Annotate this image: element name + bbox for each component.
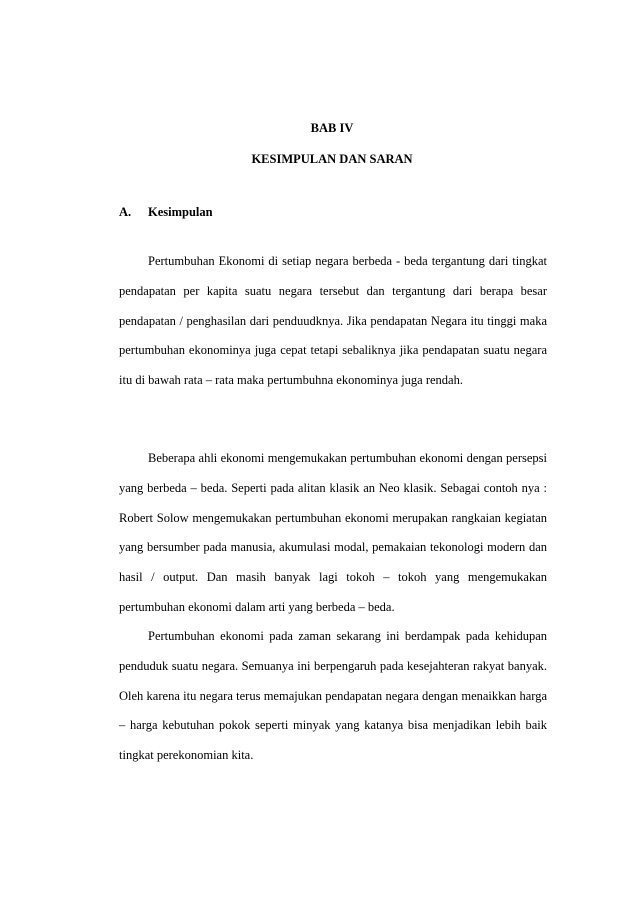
section-heading: [119, 205, 213, 220]
paragraph-2: [119, 444, 547, 623]
paragraph-3: [119, 622, 547, 771]
chapter-title: KESIMPULAN DAN SARAN: [251, 152, 413, 166]
paragraph-text: Pertumbuhan Ekonomi di setiap negara berbeda - beda tergantung dari tingkat pendapatan per kapita suatu negara tersebut dan tergantung dari berapa besar pendapatan / penghasilan dari penduudknya. Jika pendapatan Negara itu tinggi maka pertumbuhan ekonominya juga cepat tetapi sebaliknya jika pendapatan suatu negara itu di bawah rata – rata maka pertumbuhna ekonominya juga rendah.: [119, 254, 547, 388]
paragraph-text: Beberapa ahli ekonomi mengemukakan pertumbuhan ekonomi dengan persepsi yang berbeda – beda. Seperti pada alitan klasik an Neo klasik. Sebagai contoh nya : Robert Solow mengemukakan pertumbuhan ekonomi merupakan rangkaian kegiatan yang bersumber pada manusia, akumulasi modal, pemakaian tekonologi modern dan hasil / output. Dan masih banyak lagi tokoh – tokoh yang mengemukakan pertumbuhan ekonomi dalam arti yang berbeda – beda.: [119, 451, 547, 614]
chapter-number: BAB IV: [310, 121, 354, 135]
paragraph-1: [119, 247, 547, 396]
section-number: A.: [119, 205, 132, 219]
paragraph-text: Pertumbuhan ekonomi pada zaman sekarang ini berdampak pada kehidupan penduduk suatu negara. Semuanya ini berpengaruh pada kesejahteran rakyat banyak. Oleh karena itu negara terus memajukan pendapatan negara dengan menaikkan harga – harga kebutuhan pokok seperti minyak yang katanya bisa menjadikan lebih baik tingkat perekonomian kita.: [119, 629, 547, 763]
section-title: Kesimpulan: [148, 205, 213, 219]
